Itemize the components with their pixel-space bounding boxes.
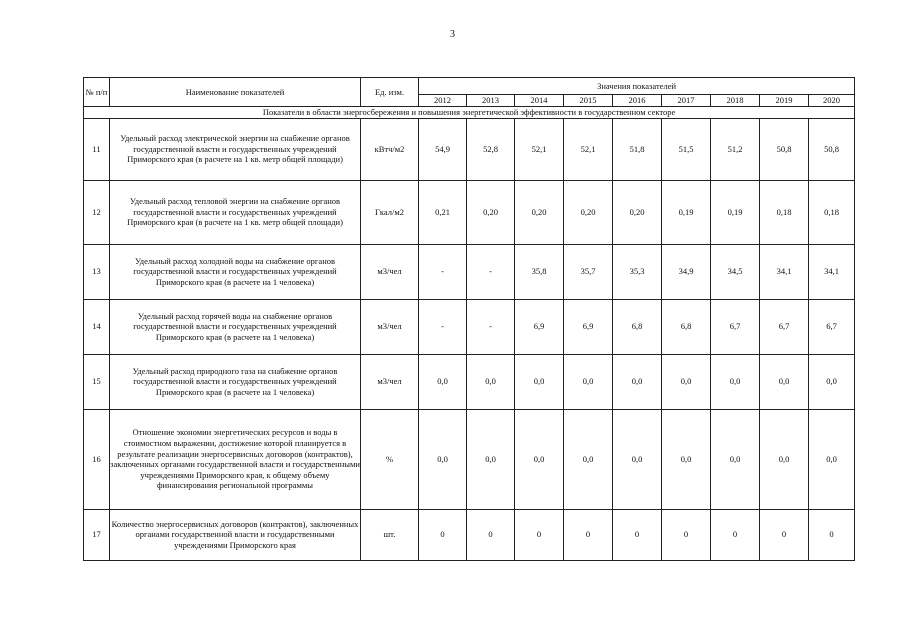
page-number: 3 xyxy=(450,29,455,40)
row-value: 0 xyxy=(515,509,564,560)
row-name: Количество энергосервисных договоров (контрактов), заключенных органами государственной власти и государственными учреждениями Приморского края xyxy=(110,509,361,560)
row-value: 34,9 xyxy=(662,244,711,299)
row-value: 0,0 xyxy=(419,354,467,409)
row-value: 6,7 xyxy=(711,299,760,354)
table-row xyxy=(84,509,855,560)
row-value: 6,9 xyxy=(564,299,613,354)
row-value: 0 xyxy=(613,509,662,560)
row-value: 35,7 xyxy=(564,244,613,299)
table-row xyxy=(84,118,855,180)
row-value: - xyxy=(467,244,515,299)
year-header: 2013 xyxy=(467,95,515,107)
row-num: 17 xyxy=(84,509,110,560)
row-value: 54,9 xyxy=(419,118,467,180)
table-row xyxy=(84,180,855,244)
row-value: 0,0 xyxy=(515,409,564,509)
year-header: 2014 xyxy=(515,95,564,107)
row-value: 6,8 xyxy=(613,299,662,354)
header-values: Значения показателей xyxy=(419,78,855,95)
row-value: 0,19 xyxy=(662,180,711,244)
row-value: 51,2 xyxy=(711,118,760,180)
row-value: 0 xyxy=(564,509,613,560)
section-row xyxy=(84,106,855,118)
row-value: 0,0 xyxy=(662,409,711,509)
row-value: 0,0 xyxy=(809,354,855,409)
row-value: 0,0 xyxy=(809,409,855,509)
row-num: 15 xyxy=(84,354,110,409)
row-value: 34,1 xyxy=(760,244,809,299)
row-value: - xyxy=(419,299,467,354)
row-value: 0,0 xyxy=(467,409,515,509)
row-value: 0 xyxy=(711,509,760,560)
row-value: 0 xyxy=(419,509,467,560)
row-value: 0,20 xyxy=(515,180,564,244)
row-value: 52,1 xyxy=(564,118,613,180)
row-value: 0,0 xyxy=(419,409,467,509)
row-value: 6,9 xyxy=(515,299,564,354)
row-num: 13 xyxy=(84,244,110,299)
row-value: 0,19 xyxy=(711,180,760,244)
row-name: Удельный расход холодной воды на снабжение органов государственной власти и государственных учреждений Приморского края (в расчете на 1 человека) xyxy=(110,244,361,299)
row-value: 0,0 xyxy=(467,354,515,409)
row-value: 52,8 xyxy=(467,118,515,180)
table-row xyxy=(84,244,855,299)
row-value: 6,7 xyxy=(760,299,809,354)
year-header: 2016 xyxy=(613,95,662,107)
row-unit: м3/чел xyxy=(361,244,419,299)
year-header: 2015 xyxy=(564,95,613,107)
table-row xyxy=(84,354,855,409)
row-value: 0,0 xyxy=(564,354,613,409)
row-unit: шт. xyxy=(361,509,419,560)
row-name: Отношение экономии энергетических ресурсов и воды в стоимостном выражении, достижение которой планируется в результате реализации энергосервисных договоров (контрактов), заключенных органами государственной власти и государственными учреждениями Приморского края, к общему объему финансирования региональной программы xyxy=(110,409,361,509)
row-num: 16 xyxy=(84,409,110,509)
row-unit: кВтч/м2 xyxy=(361,118,419,180)
row-value: 0,0 xyxy=(564,409,613,509)
row-value: 0,0 xyxy=(613,354,662,409)
row-unit: Гкал/м2 xyxy=(361,180,419,244)
row-value: 34,1 xyxy=(809,244,855,299)
row-value: 0,18 xyxy=(809,180,855,244)
row-value: 0 xyxy=(809,509,855,560)
header-unit: Ед. изм. xyxy=(361,78,419,107)
row-value: - xyxy=(419,244,467,299)
row-value: 0 xyxy=(662,509,711,560)
row-value: 6,7 xyxy=(809,299,855,354)
row-value: 0 xyxy=(760,509,809,560)
row-value: 51,5 xyxy=(662,118,711,180)
row-value: - xyxy=(467,299,515,354)
row-value: 0,20 xyxy=(613,180,662,244)
row-name: Удельный расход природного газа на снабжение органов государственной власти и государственных учреждений Приморского края (в расчете на 1 человека) xyxy=(110,354,361,409)
row-name: Удельный расход тепловой энергии на снабжение органов государственной власти и государственных учреждений Приморского края (в расчете на 1 кв. метр общей площади) xyxy=(110,180,361,244)
row-value: 0,0 xyxy=(711,354,760,409)
row-value: 35,3 xyxy=(613,244,662,299)
year-header: 2019 xyxy=(760,95,809,107)
row-value: 0,0 xyxy=(662,354,711,409)
row-value: 50,8 xyxy=(760,118,809,180)
row-value: 0,20 xyxy=(467,180,515,244)
row-value: 52,1 xyxy=(515,118,564,180)
row-value: 51,8 xyxy=(613,118,662,180)
header-name: Наименование показателей xyxy=(110,78,361,107)
year-header: 2020 xyxy=(809,95,855,107)
row-value: 50,8 xyxy=(809,118,855,180)
table-row xyxy=(84,299,855,354)
row-name: Удельный расход электрической энергии на снабжение органов государственной власти и государственных учреждений Приморского края (в расчете на 1 кв. метр общей площади) xyxy=(110,118,361,180)
row-value: 0,20 xyxy=(564,180,613,244)
year-header: 2018 xyxy=(711,95,760,107)
row-value: 0,0 xyxy=(760,409,809,509)
row-value: 0,18 xyxy=(760,180,809,244)
table-row xyxy=(84,409,855,509)
row-value: 35,8 xyxy=(515,244,564,299)
row-value: 0,0 xyxy=(613,409,662,509)
year-header: 2017 xyxy=(662,95,711,107)
header-row xyxy=(84,78,855,95)
row-value: 0,0 xyxy=(515,354,564,409)
row-unit: % xyxy=(361,409,419,509)
row-num: 11 xyxy=(84,118,110,180)
row-num: 14 xyxy=(84,299,110,354)
row-num: 12 xyxy=(84,180,110,244)
row-value: 34,5 xyxy=(711,244,760,299)
row-name: Удельный расход горячей воды на снабжение органов государственной власти и государственных учреждений Приморского края (в расчете на 1 человека) xyxy=(110,299,361,354)
row-value: 0 xyxy=(467,509,515,560)
row-value: 0,0 xyxy=(711,409,760,509)
year-header: 2012 xyxy=(419,95,467,107)
row-value: 0,21 xyxy=(419,180,467,244)
header-num: № п/п xyxy=(84,78,110,107)
row-value: 0,0 xyxy=(760,354,809,409)
indicators-table xyxy=(83,77,855,561)
section-title: Показатели в области энергосбережения и повышения энергетической эффективности в государственном секторе xyxy=(84,106,855,118)
row-value: 6,8 xyxy=(662,299,711,354)
row-unit: м3/чел xyxy=(361,354,419,409)
row-unit: м3/чел xyxy=(361,299,419,354)
